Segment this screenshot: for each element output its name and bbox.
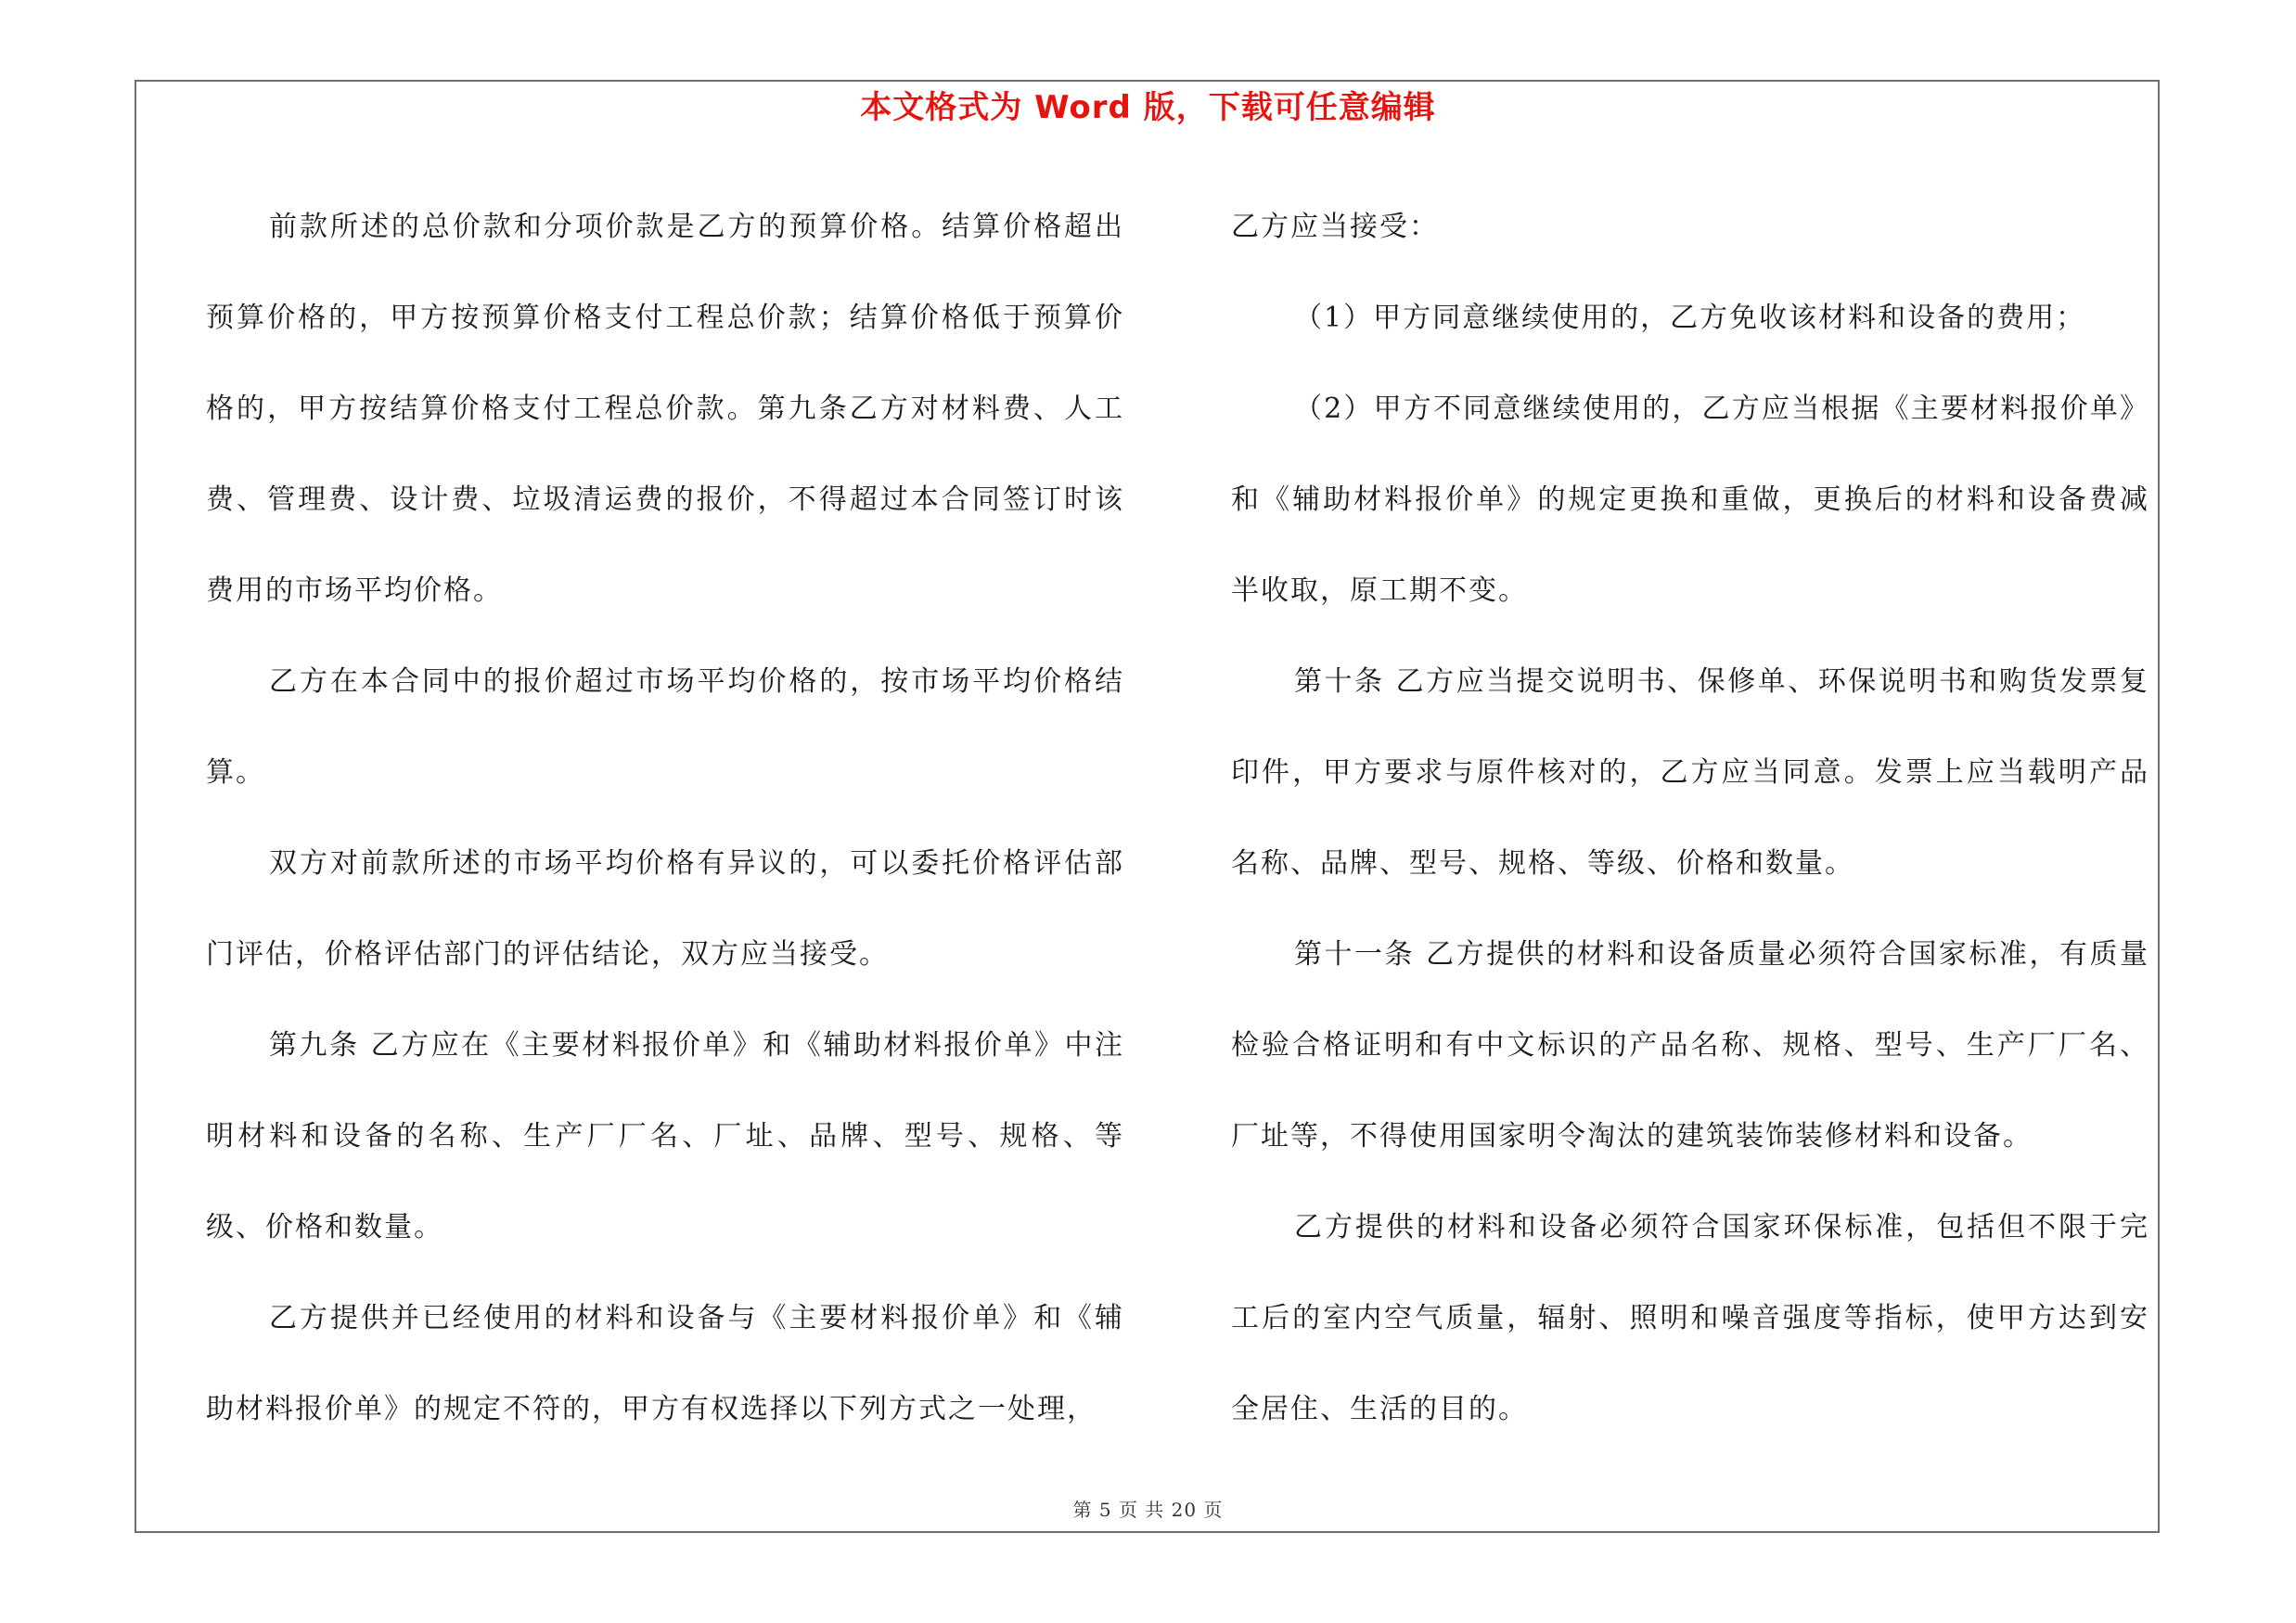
paragraph: 第十条 乙方应当提交说明书、保修单、环保说明书和购货发票复印件，甲方要求与原件核对的，乙方应当同意。发票上应当载明产品名称、品牌、型号、规格、等级、价格和数量。 [1231,665,2149,880]
left-column [206,182,1124,1455]
page-number-footer: 第 5 页 共 20 页 [1072,1499,1224,1521]
paragraph: 乙方提供的材料和设备必须符合国家环保标准，包括但不限于完工后的室内空气质量，辐射、照明和噪音强度等指标，使甲方达到安全居住、生活的目的。 [1231,1211,2149,1425]
paragraph: 乙方应当接受： [1231,211,1439,243]
paragraph: 第十一条 乙方提供的材料和设备质量必须符合国家标准，有质量检验合格证明和有中文标识的产品名称、规格、型号、生产厂厂名、厂址等，不得使用国家明令淘汰的建筑装饰装修材料和设备。 [1231,938,2149,1153]
paragraph: 第九条 乙方应在《主要材料报价单》和《辅助材料报价单》中注明材料和设备的名称、生产厂厂名、厂址、品牌、型号、规格、等级、价格和数量。 [206,1029,1124,1243]
format-banner: 本文格式为 Word 版，下载可任意编辑 [860,89,1436,126]
paragraph: 乙方在本合同中的报价超过市场平均价格的，按市场平均价格结算。 [206,665,1124,789]
paragraph: （1）甲方同意继续使用的，乙方免收该材料和设备的费用； [1294,302,2086,334]
paragraph: 双方对前款所述的市场平均价格有异议的，可以委托价格评估部门评估，价格评估部门的评估结论，双方应当接受。 [206,847,1124,971]
paragraph: 乙方提供并已经使用的材料和设备与《主要材料报价单》和《辅助材料报价单》的规定不符的，甲方有权选择以下列方式之一处理， [206,1302,1124,1425]
paragraph: 前款所述的总价款和分项价款是乙方的预算价格。结算价格超出预算价格的，甲方按预算价格支付工程总价款；结算价格低于预算价格的，甲方按结算价格支付工程总价款。第九条乙方对材料费、人工费、管理费、设计费、垃圾清运费的报价，不得超过本合同签订时该费用的市场平均价格。 [206,211,1124,607]
right-column [1231,182,2149,1455]
paragraph: （2）甲方不同意继续使用的，乙方应当根据《主要材料报价单》和《辅助材料报价单》的规定更换和重做，更换后的材料和设备费减半收取，原工期不变。 [1231,393,2149,607]
